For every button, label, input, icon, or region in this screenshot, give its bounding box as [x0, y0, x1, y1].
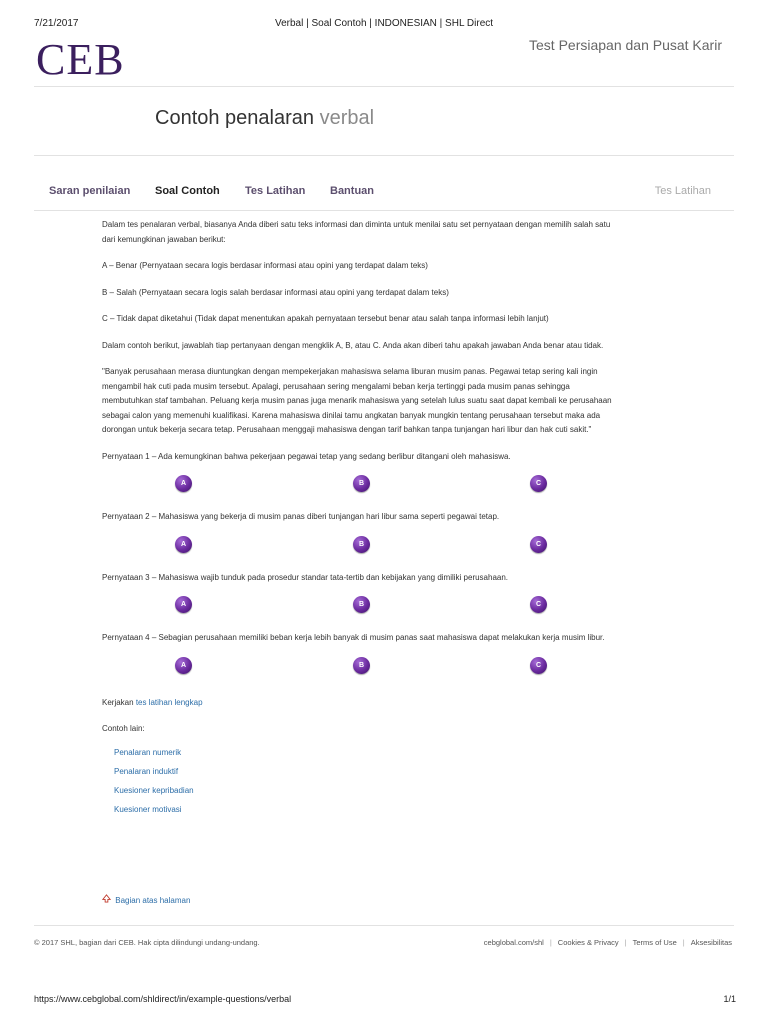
answer-c-button[interactable]: C	[530, 657, 547, 674]
full-test-prefix: Kerjakan	[102, 697, 134, 707]
print-page-number: 1/1	[723, 994, 736, 1004]
ceb-logo[interactable]: CEB	[36, 35, 125, 84]
option-a-description: A – Benar (Pernyataan secara logis berdasar informasi atau opini yang terdapat dalam teks)	[102, 261, 428, 270]
answer-a-button[interactable]: A	[175, 475, 192, 492]
statement-4: Pernyataan 4 – Sebagian perusahaan memiliki beban kerja lebih banyak di musim panas saat mahasiswa dapat melakukan kerja musim libur.	[102, 633, 605, 642]
nav-divider	[34, 210, 734, 211]
instructions-text: Dalam contoh berikut, jawablah tiap pertanyaan dengan mengklik A, B, atau C. Anda akan diberi tahu apakah jawaban Anda benar atau tidak.	[102, 340, 604, 350]
footer-link-terms[interactable]: Terms of Use	[632, 938, 677, 947]
link-numerical-reasoning[interactable]: Penalaran numerik	[114, 747, 182, 757]
full-test-link[interactable]: tes latihan lengkap	[135, 697, 203, 707]
answer-c-button[interactable]: C	[530, 536, 547, 553]
link-motivation-questionnaire[interactable]: Kuesioner motivasi	[114, 804, 182, 814]
page-title-light: verbal	[319, 107, 375, 129]
copyright: © 2017 SHL, bagian dari CEB. Hak cipta dilindungi undang-undang.	[34, 938, 260, 947]
answer-a-button[interactable]: A	[175, 596, 192, 613]
intro-text: Dalam tes penalaran verbal, biasanya Anda diberi satu teks informasi dan diminta untuk menilai satu set pernyataan dengan memilih salah satu dari kemungkinan jawaban berikut:	[102, 220, 611, 244]
other-examples-label: Contoh lain:	[102, 724, 145, 733]
other-examples-list	[114, 743, 612, 819]
statement-3: Pernyataan 3 – Mahasiswa wajib tunduk pada prosedur standar tata-tertib dan kebijakan yang dimiliki perusahaan.	[102, 572, 509, 582]
link-inductive-reasoning[interactable]: Penalaran induktif	[114, 766, 179, 776]
option-b-description: B – Salah (Pernyataan secara logis salah berdasar informasi atau opini yang terdapat dalam teks)	[102, 287, 449, 297]
answer-options-2	[102, 525, 612, 571]
answer-b-button[interactable]: B	[353, 536, 370, 553]
footer-divider	[34, 925, 734, 926]
print-date: 7/21/2017	[34, 18, 79, 29]
nav-tes-latihan[interactable]: Tes Latihan	[245, 185, 306, 197]
print-doc-title: Verbal | Soal Contoh | INDONESIAN | SHL Direct	[274, 18, 494, 29]
footer-links: cebglobal.com/shl | Cookies & Privacy | Terms of Use | Aksesibilitas	[483, 938, 732, 947]
answer-a-button[interactable]: A	[175, 536, 192, 553]
nav-saran-penilaian[interactable]: Saran penilaian	[49, 185, 131, 197]
title-divider	[34, 155, 734, 156]
nav-soal-contoh[interactable]: Soal Contoh	[155, 185, 220, 197]
option-c-description: C – Tidak dapat diketahui (Tidak dapat menentukan apakah pernyataan tersebut benar atau salah tanpa informasi lebih lanjut)	[102, 314, 549, 323]
answer-options-1	[102, 464, 612, 510]
arrow-up-icon	[102, 894, 111, 905]
nav-right-tes-latihan[interactable]: Tes Latihan	[654, 185, 711, 197]
answer-a-button[interactable]: A	[175, 657, 192, 674]
answer-b-button[interactable]: B	[353, 475, 370, 492]
page-title	[155, 107, 374, 130]
footer-link-cebglobal[interactable]: cebglobal.com/shl	[483, 938, 544, 947]
answer-b-button[interactable]: B	[353, 596, 370, 613]
footer-link-cookies-privacy[interactable]: Cookies & Privacy	[557, 938, 619, 947]
statement-1: Pernyataan 1 – Ada kemungkinan bahwa pekerjaan pegawai tetap yang sedang berlibur ditangani oleh mahasiswa.	[102, 451, 511, 461]
site-tagline: Test Persiapan dan Pusat Karir	[529, 37, 722, 53]
answer-options-3	[102, 585, 612, 631]
page-title-main: Contoh penalaran	[155, 107, 315, 129]
answer-c-button[interactable]: C	[530, 596, 547, 613]
main-content	[102, 218, 612, 819]
answer-b-button[interactable]: B	[353, 657, 370, 674]
back-to-top-link[interactable]	[102, 894, 190, 905]
answer-c-button[interactable]: C	[530, 475, 547, 492]
nav-bantuan[interactable]: Bantuan	[330, 185, 374, 197]
back-to-top-label: Bagian atas halaman	[115, 896, 191, 905]
answer-options-4	[102, 646, 612, 692]
header-divider	[34, 86, 734, 87]
link-personality-questionnaire[interactable]: Kuesioner kepribadian	[114, 785, 194, 795]
full-test-line	[102, 696, 612, 711]
footer-link-accessibility[interactable]: Aksesibilitas	[690, 938, 732, 947]
passage-text: "Banyak perusahaan merasa diuntungkan dengan mempekerjakan mahasiswa selama liburan musim panas. Pegawai tetap sering kali ingin mengambil hak cuti pada musim tersebut. Apalagi, perusahaan sering mengalami beban kerja tertinggi pada musim panas sehingga membutuhkan staf tambahan. Peluang kerja musim panas juga menarik mahasiswa yang setelah lulus suatu saat dapat kembali ke perusahaan sebagai calon yang memenuhi kualifikasi. Karena mahasiswa dinilai tamu angkatan banyak mungkin tentang perusahaan tersebut maka ada dorongan untuk bekerja secara tetap. Perusahaan menggaji mahasiswa dengan tarif bahkan tanpa tunjangan hari libur dan hak cuti sakit."	[102, 367, 612, 434]
print-url: https://www.cebglobal.com/shldirect/in/example-questions/verbal	[34, 994, 292, 1004]
statement-2: Pernyataan 2 – Mahasiswa yang bekerja di musim panas diberi tunjangan hari libur sama seperti pegawai tetap.	[102, 512, 500, 521]
